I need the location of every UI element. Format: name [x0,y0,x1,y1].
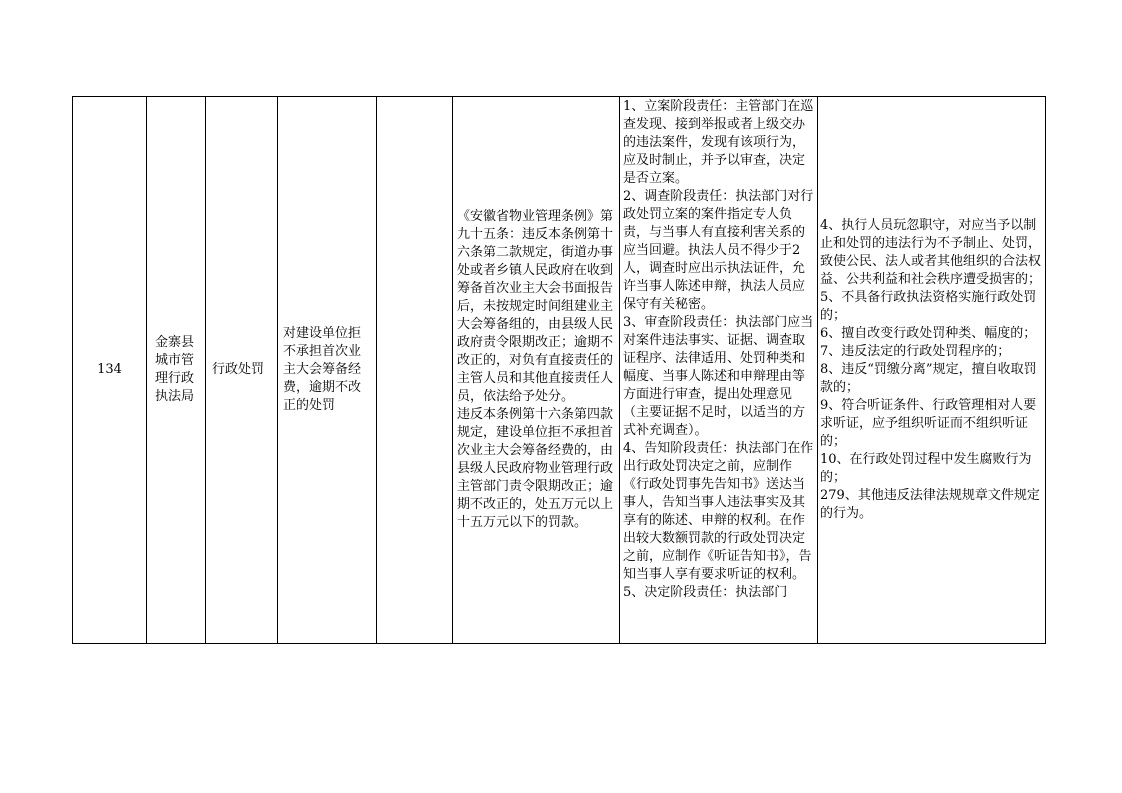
responsibility-items: 1、立案阶段责任：主管部门在巡查发现、接到举报或者上级交办的违法案件，发现有该项行为，应及时制止，并予以审查，决定是否立案。 2、调查阶段责任：执法部门对行政处罚立案的案件指定专人负责，与当事人有直接利害关系的应当回避。执法人员不得少于2人，调查时应出示执法证件，允许当事人陈述申辩，执法人员应保守有关秘密。 3、审查阶段责任：执法部门应当对案件违法事实、证据、调查取证程序、法律适用、处罚种类和幅度、当事人陈述和申辩理由等方面进行审查，提出处理意见（主要证据不足时，以适当的方式补充调查）。 4、告知阶段责任：执法部门在作出行政处罚决定之前，应制作《行政处罚事先告知书》送达当事人，告知当事人违法事实及其享有的陈述、申辩的权利。在作出较大数额罚款的行政处罚决定之前，应制作《听证告知书》，告知当事人享有要求听证的权利。 5、决定阶段责任：执法部门 [623,99,814,600]
serial-number-cell [73,97,147,643]
item-name: 对建设单位拒不承担首次业主大会筹备经费，逾期不改正的处罚 [283,326,362,413]
legal-basis-cell [453,97,620,643]
power-list-table [72,96,1046,644]
department-name: 金寨县城市管理行政执法局 [155,335,195,404]
accountability-cell [818,97,1047,643]
accountability-items: 4、执行人员玩忽职守，对应当予以制止和处罚的违法行为不予制止、处罚，致使公民、法人或者其他组织的合法权益、公共利益和社会秩序遭受损害的； 5、不具备行政执法资格实施行政处罚的； 6、擅自改变行政处罚种类、幅度的； 7、违反法定的行政处罚程序的； 8、违反“罚缴分离”规定，擅自收取罚款的； 9、符合听证条件、行政管理相对人要求听证，应予组织听证而不组织听证的； 10、在行政处罚过程中发生腐败行为的； 279、其他违反法律法规规章文件规定的行为。 [820,218,1042,521]
item-name-cell [278,97,377,643]
responsibility-cell [620,97,818,643]
department-cell [147,97,206,643]
serial-number: 134 [97,362,122,377]
category-cell [206,97,278,643]
responsibility-clip [620,97,817,643]
legal-basis: 《安徽省物业管理条例》第九十五条：违反本条例第十六条第二款规定，街道办事处或者乡镇人民政府在收到筹备首次业主大会书面报告后，未按规定时间组建业主大会筹备组的，由县级人民政府责令限期改正；逾期不改正的，对负有直接责任的主管人员和其他直接责任人员，依法给予处分。 违反本条例第十六条第四款规定，建设单位拒不承担首次业主大会筹备经费的，由县级人民政府物业管理行政主管部门责令限期改正；逾期不改正的，处五万元以上十五万元以下的罚款。 [457,209,614,530]
code-cell [377,97,453,643]
power-category: 行政处罚 [212,362,265,377]
